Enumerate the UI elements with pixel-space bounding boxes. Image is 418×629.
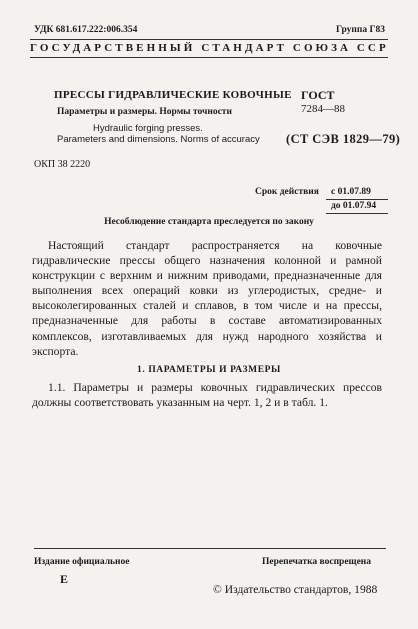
footer-rule: [34, 548, 386, 549]
copyright-line: © Издательство стандартов, 1988: [213, 583, 378, 596]
validity-underline-2: [326, 213, 388, 214]
gost-number: 7284—88: [301, 103, 345, 115]
english-title-line1: Hydraulic forging presses.: [93, 123, 203, 134]
intro-paragraph: [32, 238, 382, 359]
clause-1-1: [32, 380, 382, 410]
udk-code: УДК 681.617.222:006.354: [34, 25, 138, 35]
gost-label: ГОСТ: [301, 88, 335, 102]
state-standard-heading: ГОСУДАРСТВЕННЫЙ СТАНДАРТ СОЮЗА ССР: [30, 42, 389, 54]
validity-from: с 01.07.89: [331, 187, 371, 197]
law-notice: Несоблюдение стандарта преследуется по закону: [104, 217, 314, 227]
group-code: Группа Г83: [336, 25, 385, 35]
intro-text: Настоящий стандарт распространяется на ковочные гидравлические прессы общего назначения колонной и рамной конструкции с верхним и нижним приводами, предназначенные для выполнения всех операций ковки из углеродистых, средне- и высоколегированных сталей и сплавов, в том числе и на прессы, предназначенные для работы в составе автоматизированных комплексов, изготавливаемых для нужд народного хозяйства и экспорта.: [32, 239, 382, 358]
validity-to: до 01.07.94: [331, 201, 377, 211]
top-rule-upper: [30, 39, 388, 40]
edition-letter: Е: [60, 572, 69, 586]
document-title: ПРЕССЫ ГИДРАВЛИЧЕСКИЕ КОВОЧНЫЕ: [54, 89, 292, 101]
official-edition: Издание официальное: [34, 557, 130, 567]
reprint-notice: Перепечатка воспрещена: [262, 557, 372, 567]
document-subtitle: Параметры и размеры. Нормы точности: [57, 107, 232, 117]
validity-underline-1: [326, 199, 388, 200]
validity-label: Срок действия: [255, 187, 319, 197]
top-rule-lower: [30, 57, 388, 58]
section-heading: 1. ПАРАМЕТРЫ И РАЗМЕРЫ: [137, 365, 281, 375]
sev-reference: (СТ СЭВ 1829—79): [286, 132, 401, 146]
okp-code: ОКП 38 2220: [34, 159, 91, 170]
clause-1-1-text: 1.1. Параметры и размеры ковочных гидравлических прессов должны соответствовать указанным на черт. 1, 2 и в табл. 1.: [32, 381, 382, 410]
english-title-line2: Parameters and dimensions. Norms of accuracy: [57, 134, 260, 145]
